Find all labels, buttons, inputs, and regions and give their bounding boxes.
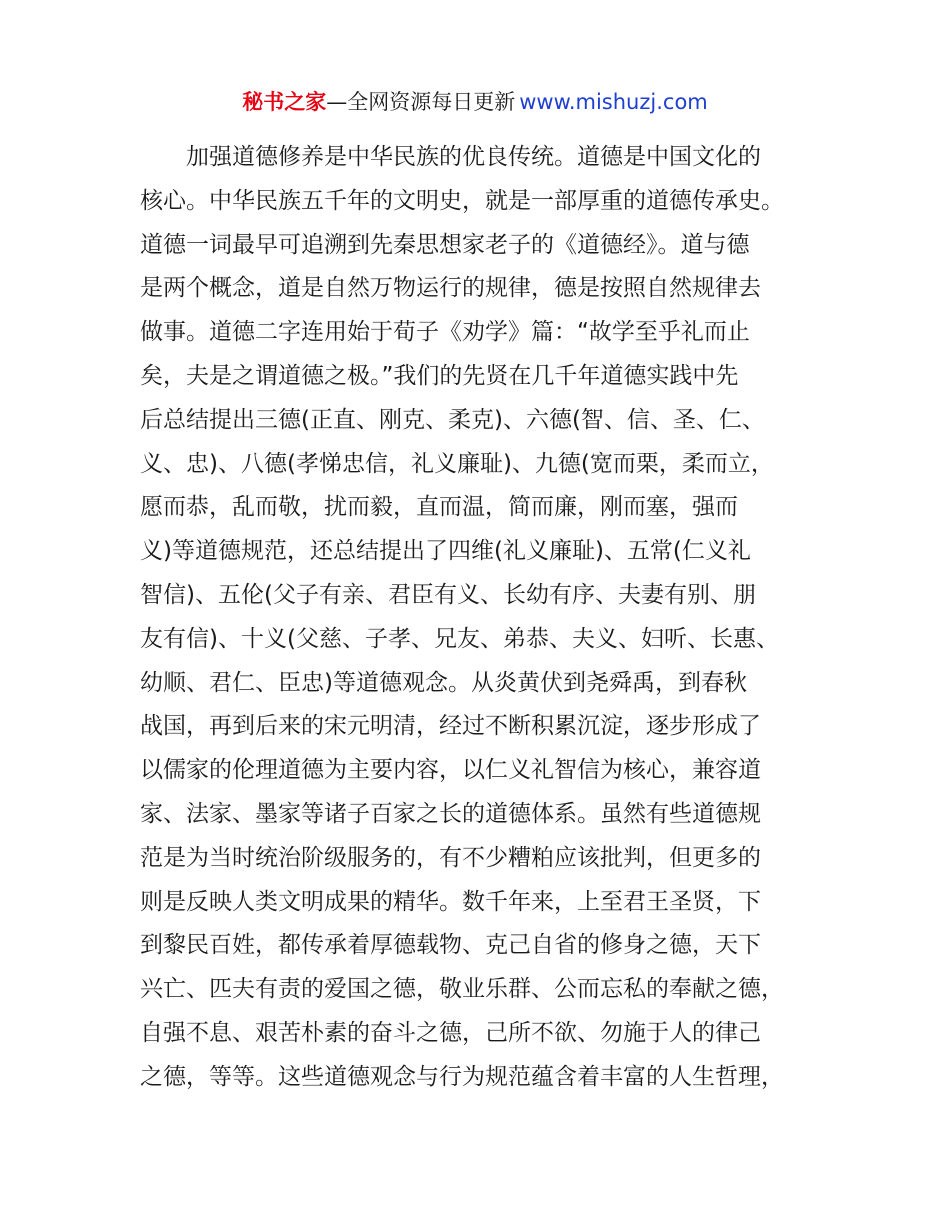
text-line: 则是反映人类文明成果的精华。数千年来，上至君王圣贤，下: [140, 888, 761, 915]
text-line: 义)等道德规范，还总结提出了四维(礼义廉耻)、五常(仁义礼: [140, 538, 751, 565]
header-slogan: —全网资源每日更新: [326, 90, 516, 114]
text-line: 到黎民百姓，都传承着厚德载物、克己自省的修身之德，天下: [140, 932, 761, 959]
text-line: 范是为当时统治阶级服务的，有不少糟粕应该批判，但更多的: [140, 844, 761, 871]
text-line: 家、法家、墨家等诸子百家之长的道德体系。虽然有些道德规: [140, 800, 761, 827]
text-line: 自强不息、艰苦朴素的奋斗之德，己所不欲、勿施于人的律己: [140, 1019, 761, 1046]
text-line: 核心。中华民族五千年的文明史，就是一部厚重的道德传承史。: [140, 187, 784, 214]
text-line: 愿而恭，乱而敬，扰而毅，直而温，简而廉，刚而塞，强而: [140, 494, 738, 521]
text-line: 以儒家的伦理道德为主要内容，以仁义礼智信为核心，兼容道: [140, 757, 761, 784]
article-body: [140, 136, 812, 1100]
text-line: 友有信)、十义(父慈、子孝、兄友、弟恭、夫义、妇听、长惠、: [140, 625, 779, 652]
text-line: 做事。道德二字连用始于荀子《劝学》篇：“故学至乎礼而止: [140, 319, 750, 346]
text-line: 战国，再到后来的宋元明清，经过不断积累沉淀，逐步形成了: [140, 713, 761, 740]
site-url-link[interactable]: www.mishuzj.com: [519, 90, 708, 114]
text-line: 智信)、五伦(父子有亲、君臣有义、长幼有序、夫妻有别、朋: [140, 581, 756, 608]
brand-name: 秘书之家: [242, 90, 327, 114]
text-line: 兴亡、匹夫有责的爱国之德，敬业乐群、公而忘私的奉献之德，: [140, 976, 784, 1003]
text-line: 矣，夫是之谓道德之极。”我们的先贤在几千年道德实践中先: [140, 362, 739, 389]
page-header: [0, 86, 950, 118]
text-line: 后总结提出三德(正直、刚克、柔克)、六德(智、信、圣、仁、: [140, 406, 765, 433]
text-line: 加强道德修养是中华民族的优良传统。道德是中国文化的: [140, 144, 761, 170]
text-line: 之德，等等。这些道德观念与行为规范蕴含着丰富的人生哲理，: [140, 1063, 784, 1090]
text-line: 道德一词最早可追溯到先秦思想家老子的《道德经》。道与德: [140, 231, 750, 258]
text-line: 义、忠)、八德(孝悌忠信，礼义廉耻)、九德(宽而栗，柔而立，: [140, 450, 774, 477]
text-line: 是两个概念，道是自然万物运行的规律，德是按照自然规律去: [140, 275, 761, 302]
text-line: 幼顺、君仁、臣忠)等道德观念。从炎黄伏到尧舜禹，到春秋: [140, 669, 747, 696]
